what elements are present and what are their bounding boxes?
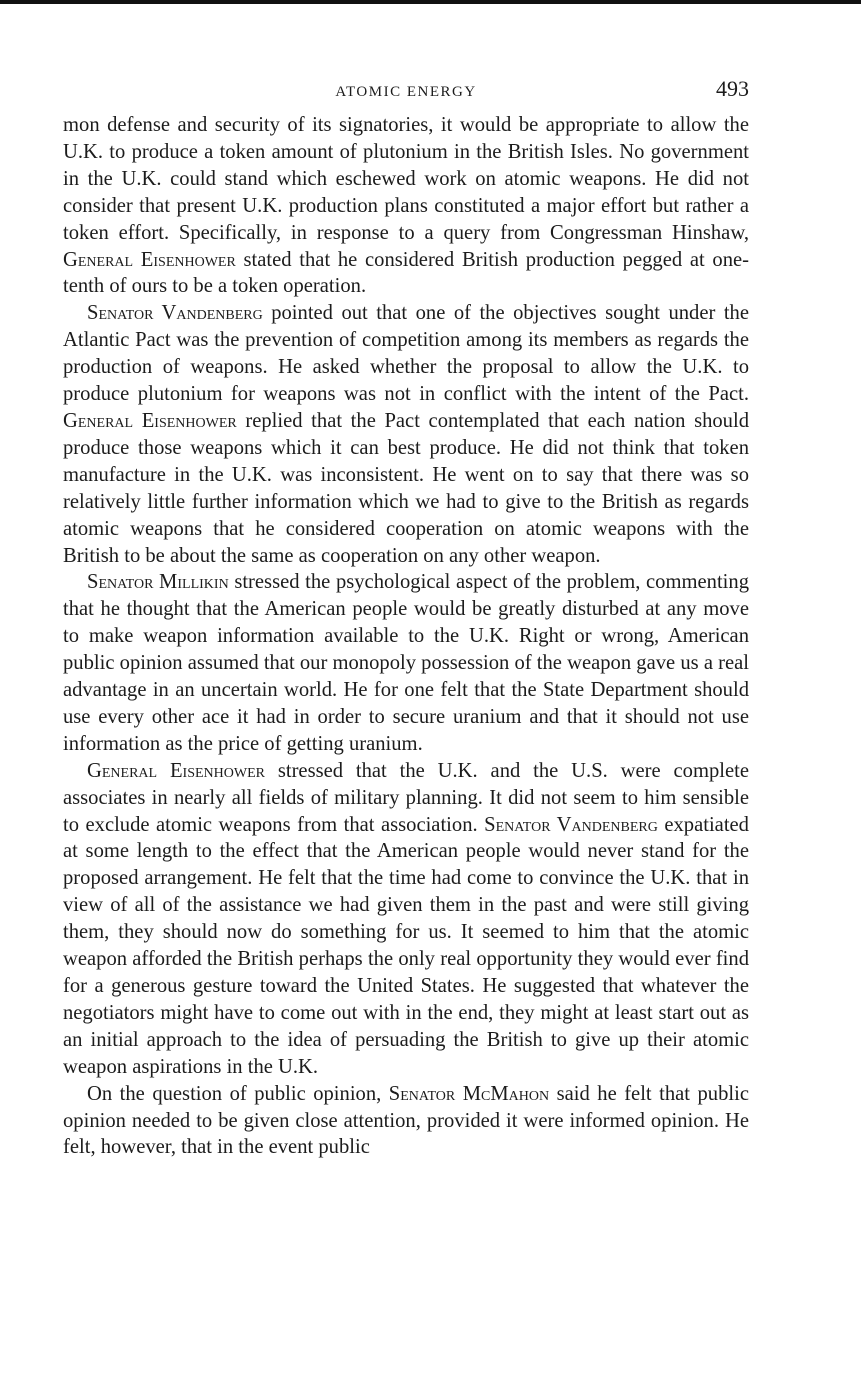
- speaker-name: Senator Vandenberg: [87, 302, 263, 325]
- body-text: [63, 112, 749, 1161]
- paragraph-text: stated that he considered British production pegged at one-tenth of ours to be a token operation.: [63, 248, 750, 298]
- paragraph-2: [63, 300, 749, 569]
- speaker-name: Senator Millikin: [87, 571, 229, 594]
- speaker-name: General Eisenhower: [63, 409, 237, 432]
- paragraph-text: said he felt that public opinion needed to be given close attention, provided it were informed opinion. He felt, however, that in the event public: [63, 1082, 749, 1159]
- speaker-name: General Eisenhower: [87, 759, 265, 782]
- paragraph-1: [63, 112, 749, 300]
- speaker-name: Senator McMahon: [388, 1082, 550, 1105]
- paragraph-5: [63, 1081, 749, 1162]
- paragraph-3: [63, 569, 749, 757]
- paragraph-text: stressed the psychological aspect of the problem, commenting that he thought that the American people would be greatly disturbed at any move to make weapon information available to the U.K. Right or wrong, American public opinion assumed that our monopoly possession of the weapon gave us a real advantage in an uncertain world. He for one felt that the State Department should use every other ace it had in order to secure uranium and that it should not use information as the price of getting uranium.: [63, 571, 749, 755]
- paragraph-text: stressed that the U.K. and the U.S. were complete associates in nearly all fields of military planning. It did not seem to him sensible to exclude atomic weapons from that association.: [63, 759, 750, 836]
- paragraph-text: replied that the Pact contemplated that each nation should produce those weapons which it can best produce. He did not think that token manufacture in the U.K. was inconsistent. He went on to say that there was so relatively little further information which we had to give to the British as regards atomic weapons that he considered cooperation on atomic weapons with the British to be about the same as cooperation on any other weapon.: [63, 409, 750, 567]
- paragraph-text: expatiated at some length to the effect that the American people would never stand for the proposed arrangement. He felt that the time had come to convince the U.K. that in view of all of the assistance we had given them in the past and were still giving them, they should now do something for us. It seemed to him that the atomic weapon afforded the British perhaps the only real opportunity they would ever find for a generous gesture toward the United States. He suggested that whatever the negotiators might have to come out with in the end, they might at least start out as an initial approach to the idea of persuading the British to give up their atomic weapon aspirations in the U.K.: [63, 813, 749, 1078]
- paragraph-text: pointed out that one of the objectives sought under the Atlantic Pact was the prevention of competition among its members as regards the production of weapons. He asked whether the proposal to allow the U.K. to produce plutonium for weapons was not in conflict with the intent of the Pact.: [63, 302, 749, 406]
- speaker-name: General Eisenhower: [63, 248, 236, 271]
- paragraph-text: mon defense and security of its signatories, it would be appropriate to allow the U.K. to produce a token amount of plutonium in the British Isles. No government in the U.K. could stand which eschewed work on atomic weapons. He did not consider that present U.K. production plans constituted a major effort but rather a token effort. Specifically, in response to a query from Congressman Hinshaw,: [63, 114, 749, 244]
- document-page: [63, 74, 749, 1161]
- speaker-name: Senator Vandenberg: [484, 813, 658, 836]
- running-header: [63, 74, 749, 112]
- paragraph-4: [63, 758, 749, 1081]
- paragraph-text: On the question of public opinion,: [87, 1082, 389, 1105]
- page-number: 493: [716, 76, 749, 101]
- top-edge-rule: [0, 0, 861, 4]
- running-title: ATOMIC ENERGY: [335, 84, 477, 100]
